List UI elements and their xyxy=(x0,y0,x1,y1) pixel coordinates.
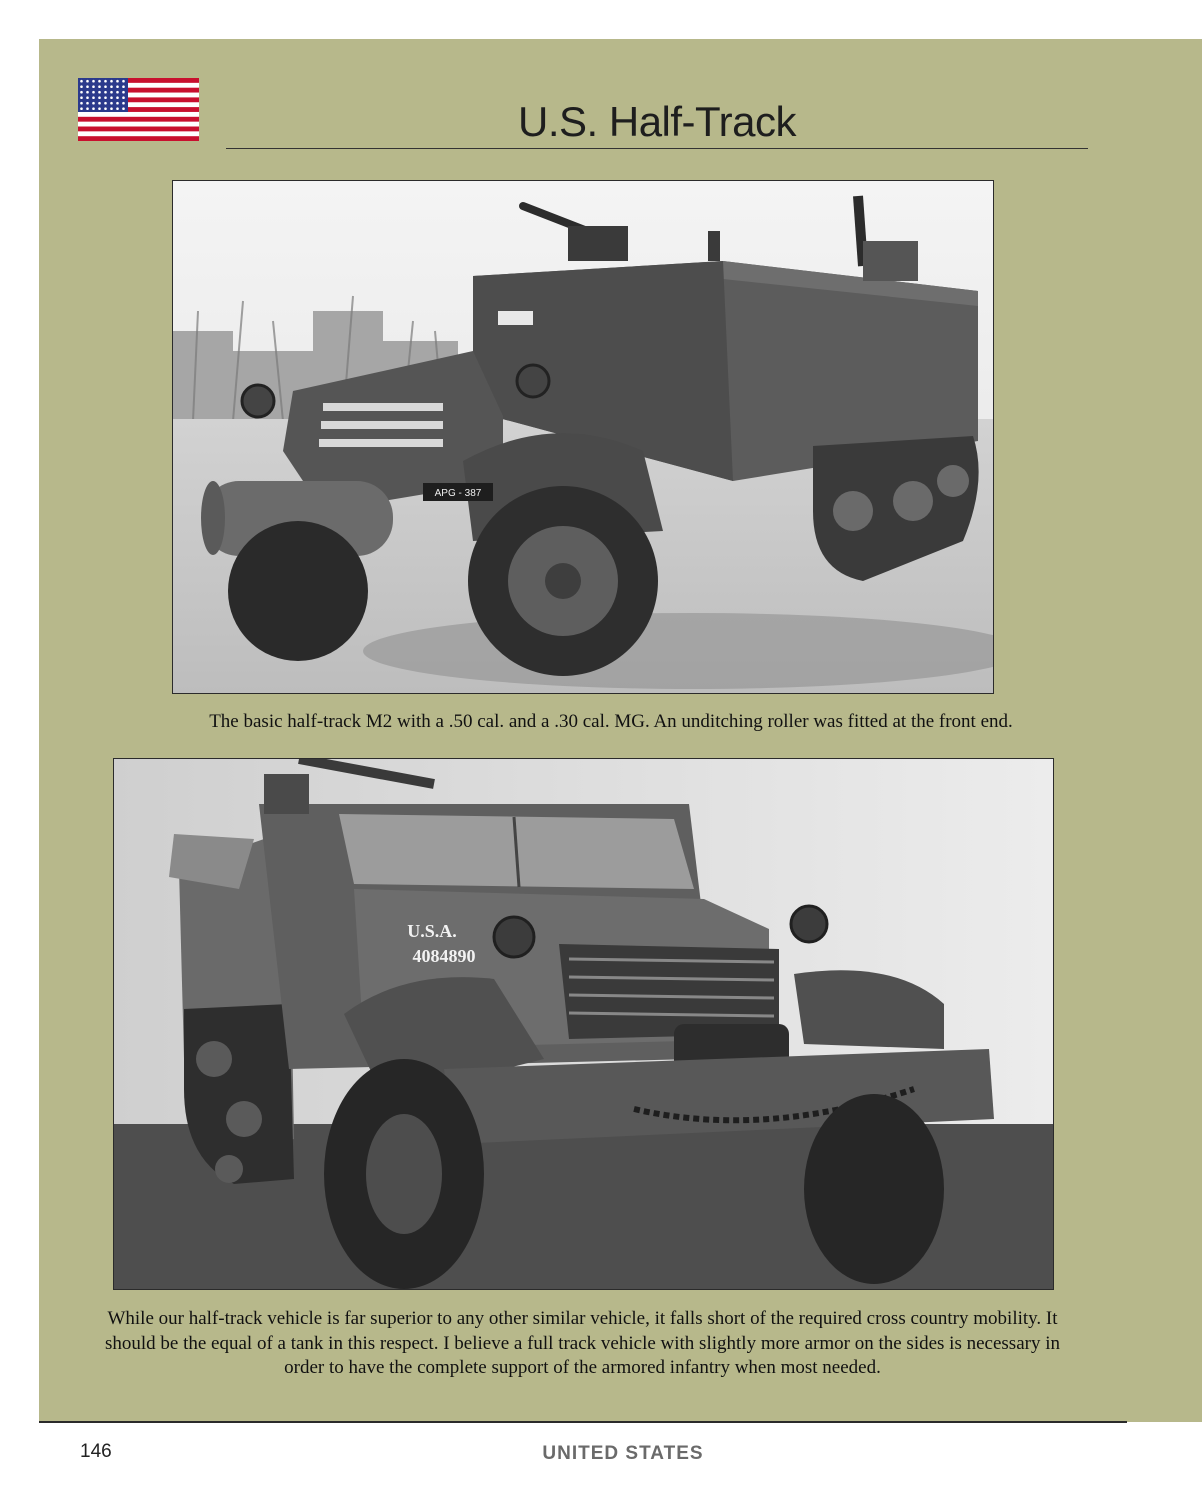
flag-star xyxy=(116,85,119,88)
flag-star xyxy=(80,107,83,110)
flag-star xyxy=(86,91,89,94)
flag-star xyxy=(122,80,125,83)
flag-star xyxy=(116,80,119,83)
hood-marking-serial: 4084890 xyxy=(412,946,476,966)
flag-star xyxy=(98,102,101,105)
flag-star xyxy=(86,107,89,110)
flag-star xyxy=(92,107,95,110)
figure-caption-2: While our half-track vehicle is far superior to any other similar vehicle, it falls short of the required cross country mobility. It should be the equal of a tank in this respect. I believe a full track vehicle with slightly more armor on the sides is necessary in order to have the complete support of the armored infantry when most needed. xyxy=(104,1308,1060,1378)
flag-star xyxy=(122,107,125,110)
flag-star xyxy=(104,85,107,88)
flag-star xyxy=(110,96,113,99)
flag-star xyxy=(92,96,95,99)
flag-star xyxy=(104,102,107,105)
flag-star xyxy=(98,91,101,94)
flag-star xyxy=(110,85,113,88)
title-divider xyxy=(226,148,1088,149)
page-title: U.S. Half-Track xyxy=(518,98,796,145)
photo-half-track-front-winch xyxy=(113,758,1054,1290)
flag-star xyxy=(92,85,95,88)
flag-star xyxy=(110,91,113,94)
flag-star xyxy=(86,96,89,99)
flag-star xyxy=(104,96,107,99)
flag-star xyxy=(86,80,89,83)
flag-star xyxy=(80,80,83,83)
flag-star xyxy=(80,102,83,105)
flag-star xyxy=(122,96,125,99)
flag-star xyxy=(98,80,101,83)
flag-star xyxy=(80,85,83,88)
flag-star xyxy=(116,91,119,94)
flag-star xyxy=(110,107,113,110)
footer-divider xyxy=(39,1421,1127,1423)
hood-marking-usa: U.S.A. xyxy=(407,921,457,941)
flag-star xyxy=(80,91,83,94)
flag-star xyxy=(80,96,83,99)
us-flag-icon xyxy=(78,78,199,141)
flag-star xyxy=(92,102,95,105)
flag-star xyxy=(92,91,95,94)
photo-half-track-m2 xyxy=(172,180,994,694)
flag-star xyxy=(104,107,107,110)
flag-star xyxy=(92,80,95,83)
flag-star xyxy=(116,102,119,105)
page-number: 146 xyxy=(80,1441,112,1462)
flag-star xyxy=(86,102,89,105)
flag-star xyxy=(98,85,101,88)
flag-star xyxy=(110,102,113,105)
flag-star xyxy=(122,102,125,105)
flag-star xyxy=(98,107,101,110)
flag-star xyxy=(86,85,89,88)
footer-section-label: UNITED STATES xyxy=(542,1443,704,1464)
flag-star xyxy=(116,96,119,99)
license-plate-text: APG - 387 xyxy=(434,488,482,499)
flag-star xyxy=(104,80,107,83)
flag-star xyxy=(122,91,125,94)
flag-star xyxy=(122,85,125,88)
flag-star xyxy=(98,96,101,99)
flag-star xyxy=(104,91,107,94)
flag-star xyxy=(110,80,113,83)
figure-caption-1: The basic half-track M2 with a .50 cal. and a .30 cal. MG. An unditching roller was fitted at the front end. xyxy=(209,711,1013,732)
flag-star xyxy=(116,107,119,110)
